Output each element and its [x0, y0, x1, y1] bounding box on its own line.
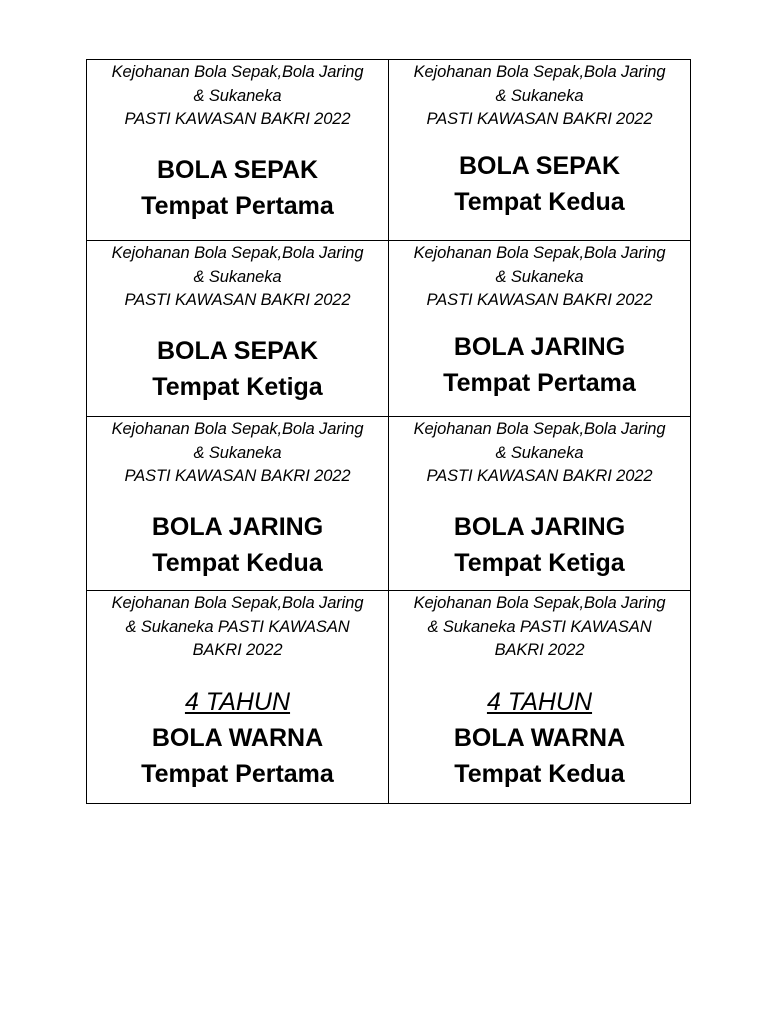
certificate-label-sheet	[86, 59, 691, 804]
tournament-header: Kejohanan Bola Sepak,Bola Jaring & Sukaneka PASTI KAWASAN BAKRI 2022	[111, 244, 364, 309]
event-name: BOLA WARNA	[453, 723, 626, 752]
age-category: 4 TAHUN	[184, 687, 291, 716]
event-name: BOLA SEPAK	[458, 151, 621, 180]
label-row	[87, 591, 691, 804]
event-name: BOLA SEPAK	[156, 336, 319, 365]
placement: Tempat Kedua	[454, 187, 625, 216]
tournament-header: Kejohanan Bola Sepak,Bola Jaring & Sukaneka PASTI KAWASAN BAKRI 2022	[413, 244, 666, 309]
tournament-header: Kejohanan Bola Sepak,Bola Jaring & Sukaneka PASTI KAWASAN BAKRI 2022	[111, 594, 364, 659]
event-name: BOLA JARING	[453, 512, 626, 541]
certificate-label	[87, 241, 389, 417]
certificate-label	[87, 60, 389, 241]
event-name: BOLA SEPAK	[156, 155, 319, 184]
placement: Tempat Pertama	[443, 368, 636, 397]
placement: Tempat Ketiga	[152, 372, 323, 401]
certificate-label	[389, 591, 691, 804]
placement: Tempat Kedua	[454, 759, 625, 788]
label-row	[87, 417, 691, 591]
placement: Tempat Kedua	[152, 548, 323, 577]
placement: Tempat Pertama	[141, 759, 334, 788]
label-row	[87, 60, 691, 241]
certificate-label	[389, 241, 691, 417]
tournament-header: Kejohanan Bola Sepak,Bola Jaring & Sukaneka PASTI KAWASAN BAKRI 2022	[413, 63, 666, 128]
placement: Tempat Pertama	[141, 191, 334, 220]
certificate-label	[87, 591, 389, 804]
certificate-label	[389, 60, 691, 241]
tournament-header: Kejohanan Bola Sepak,Bola Jaring & Sukaneka PASTI KAWASAN BAKRI 2022	[413, 594, 666, 659]
tournament-header: Kejohanan Bola Sepak,Bola Jaring & Sukaneka PASTI KAWASAN BAKRI 2022	[111, 63, 364, 128]
certificate-label	[87, 417, 389, 591]
label-row	[87, 241, 691, 417]
event-name: BOLA JARING	[453, 332, 626, 361]
age-category: 4 TAHUN	[486, 687, 593, 716]
tournament-header: Kejohanan Bola Sepak,Bola Jaring & Sukaneka PASTI KAWASAN BAKRI 2022	[111, 420, 364, 485]
tournament-header: Kejohanan Bola Sepak,Bola Jaring & Sukaneka PASTI KAWASAN BAKRI 2022	[413, 420, 666, 485]
placement: Tempat Ketiga	[454, 548, 625, 577]
certificate-label	[389, 417, 691, 591]
event-name: BOLA WARNA	[151, 723, 324, 752]
event-name: BOLA JARING	[151, 512, 324, 541]
